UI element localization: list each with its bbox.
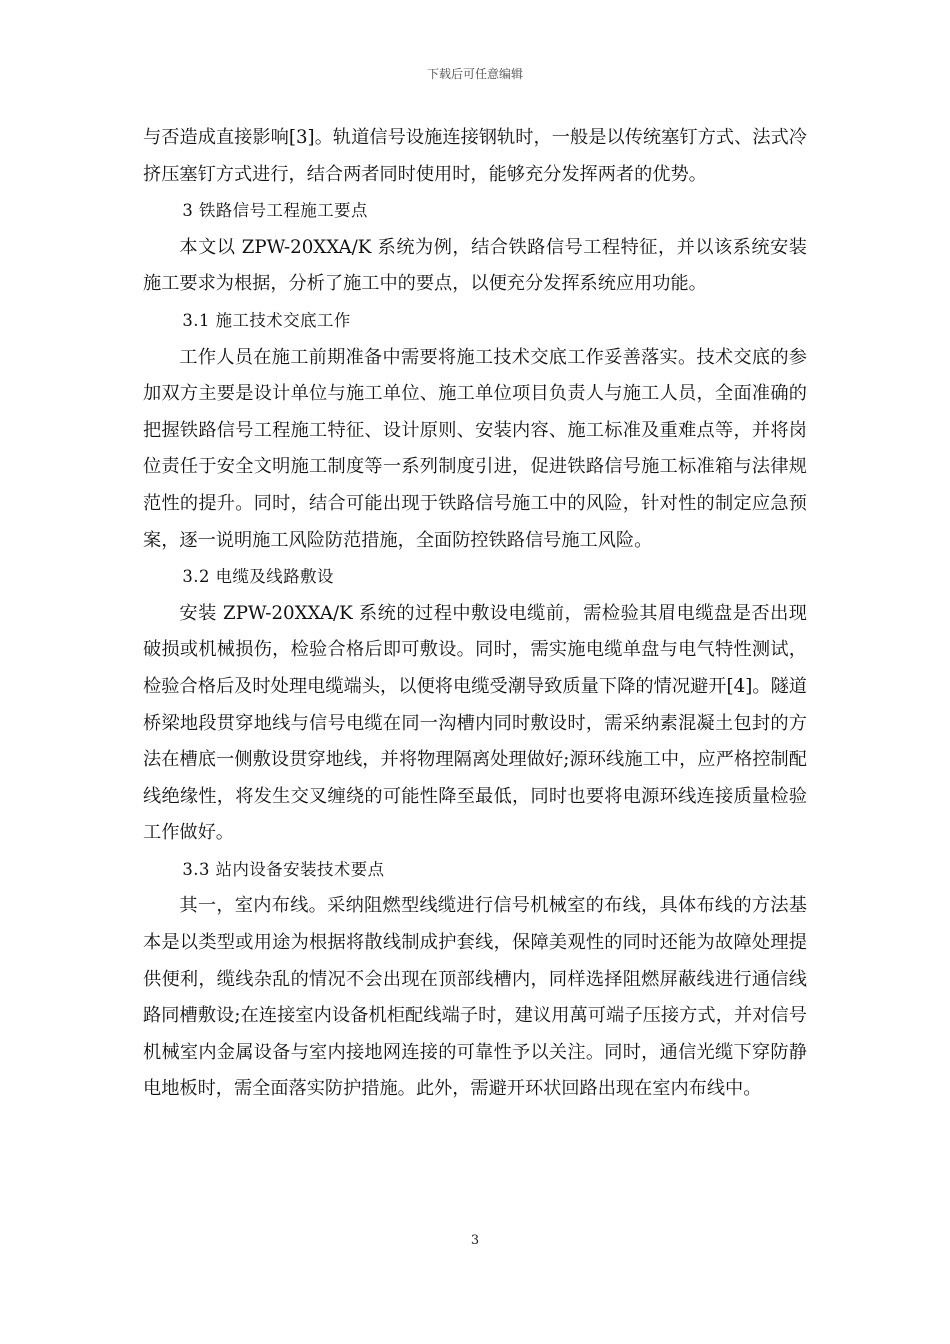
paragraph-section-3-2: 安装 ZPW-20XXA/K 系统的过程中敷设电缆前，需检验其眉电缆盘是否出现破损或机械损伤，检验合格后即可敷设。同时，需实施电缆单盘与电气特性测试，检验合格后及时处理电缆端头，以便将电缆受潮导致质量下降的情况避开[4]。隧道桥梁地段贯穿地线与信号电缆在同一沟槽内同时敷设时，需采纳素混凝土包封的方法在槽底一侧敷设贯穿地线，并将物理隔离处理做好;源环线施工中，应严格控制配线绝缘性，将发生交叉缠绕的可能性降至最低，同时也要将电源环线连接质量检验工作做好。 [143, 602, 807, 844]
section-heading-3: 3 铁路信号工程施工要点 [182, 201, 368, 221]
paragraph-section-3-1: 工作人员在施工前期准备中需要将施工技术交底工作妥善落实。技术交底的参加双方主要是设计单位与施工单位、施工单位项目负责人与施工人员，全面准确的把握铁路信号工程施工特征、设计原则、安装内容、施工标准及重难点等，并将岗位责任于安全文明施工制度等一系列制度引进，促进铁路信号施工标准箱与法律规范性的提升。同时，结合可能出现于铁路信号施工中的风险，针对性的制定应急预案，逐一说明施工风险防范措施，全面防控铁路信号施工风险。 [143, 346, 807, 551]
page-number: 3 [470, 1233, 480, 1248]
paragraph-intro-continuation: 与否造成直接影响[3]。轨道信号设施连接钢轨时，一般是以传统塞钉方式、法式冷挤压塞钉方式进行，结合两者同时使用时，能够充分发挥两者的优势。 [143, 127, 807, 185]
paragraph-section-3-3: 其一，室内布线。采纳阻燃型线缆进行信号机械室的布线，具体布线的方法基本是以类型或用途为根据将散线制成护套线，保障美观性的同时还能为故障处理提供便利，缆线杂乱的情况不会出现在顶部线槽内，同样选择阻燃屏蔽线进行通信线路同槽敷设;在连接室内设备机柜配线端子时，建议用萬可端子压接方式，并对信号机械室内金属设备与室内接地网连接的可靠性予以关注。同时，通信光缆下穿防静电地板时，需全面落实防护措施。此外，需避开环状回路出现在室内布线中。 [143, 895, 807, 1100]
section-heading-3-1: 3.1 施工技术交底工作 [182, 310, 351, 330]
section-heading-3-3: 3.3 站内设备安装技术要点 [182, 859, 385, 879]
paragraph-section-3-intro: 本文以 ZPW-20XXA/K 系统为例，结合铁路信号工程特征，并以该系统安装施工要求为根据，分析了施工中的要点，以便充分发挥系统应用功能。 [143, 236, 807, 295]
document-body [143, 120, 807, 1108]
section-heading-3-2: 3.2 电缆及线路敷设 [182, 567, 334, 587]
page-header-note: 下载后可任意编辑 [426, 67, 523, 81]
